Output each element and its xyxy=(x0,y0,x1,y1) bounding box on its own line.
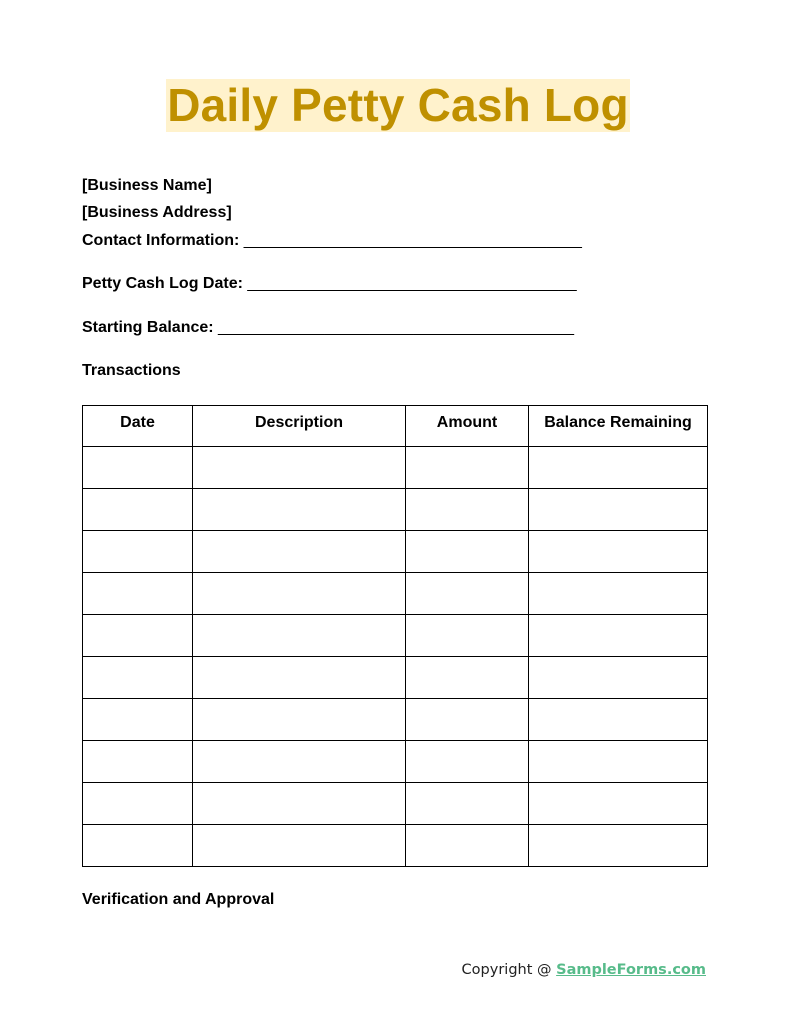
cell-amount[interactable] xyxy=(406,783,529,825)
cell-description[interactable] xyxy=(193,741,406,783)
contact-information-blank[interactable]: ______________________________________ xyxy=(243,232,582,249)
copyright-text: Copyright @ xyxy=(461,962,557,978)
table-row xyxy=(83,825,708,867)
cell-balance-remaining[interactable] xyxy=(529,447,708,489)
cell-description[interactable] xyxy=(193,657,406,699)
business-name: [Business Name] xyxy=(82,177,212,194)
column-header-balance-remaining: Balance Remaining xyxy=(529,406,708,447)
cell-balance-remaining[interactable] xyxy=(529,783,708,825)
table-row xyxy=(83,657,708,699)
cell-amount[interactable] xyxy=(406,531,529,573)
contact-information-label: Contact Information: xyxy=(82,232,240,249)
cell-amount[interactable] xyxy=(406,825,529,867)
cell-description[interactable] xyxy=(193,447,406,489)
cell-date[interactable] xyxy=(83,825,193,867)
table-row xyxy=(83,447,708,489)
cell-amount[interactable] xyxy=(406,573,529,615)
column-header-description: Description xyxy=(193,406,406,447)
cell-date[interactable] xyxy=(83,531,193,573)
contact-information-field[interactable] xyxy=(82,231,582,251)
starting-balance-field[interactable] xyxy=(82,318,574,338)
cell-amount[interactable] xyxy=(406,447,529,489)
log-date-label: Petty Cash Log Date: xyxy=(82,275,243,292)
cell-description[interactable] xyxy=(193,531,406,573)
cell-date[interactable] xyxy=(83,573,193,615)
business-address: [Business Address] xyxy=(82,204,232,221)
column-header-date: Date xyxy=(83,406,193,447)
table-row xyxy=(83,573,708,615)
table-row xyxy=(83,615,708,657)
cell-balance-remaining[interactable] xyxy=(529,741,708,783)
cell-balance-remaining[interactable] xyxy=(529,573,708,615)
cell-balance-remaining[interactable] xyxy=(529,699,708,741)
cell-description[interactable] xyxy=(193,699,406,741)
cell-date[interactable] xyxy=(83,615,193,657)
verification-heading: Verification and Approval xyxy=(82,891,275,908)
cell-description[interactable] xyxy=(193,825,406,867)
cell-amount[interactable] xyxy=(406,489,529,531)
cell-date[interactable] xyxy=(83,447,193,489)
cell-balance-remaining[interactable] xyxy=(529,489,708,531)
cell-description[interactable] xyxy=(193,573,406,615)
table-row xyxy=(83,783,708,825)
table-row xyxy=(83,489,708,531)
cell-date[interactable] xyxy=(83,489,193,531)
log-date-blank[interactable]: _____________________________________ xyxy=(247,275,577,292)
page-title: Daily Petty Cash Log xyxy=(167,79,629,131)
cell-amount[interactable] xyxy=(406,699,529,741)
starting-balance-blank[interactable]: ________________________________________ xyxy=(218,319,574,336)
cell-amount[interactable] xyxy=(406,615,529,657)
cell-balance-remaining[interactable] xyxy=(529,531,708,573)
table-row xyxy=(83,699,708,741)
cell-balance-remaining[interactable] xyxy=(529,825,708,867)
cell-description[interactable] xyxy=(193,489,406,531)
cell-date[interactable] xyxy=(83,699,193,741)
cell-balance-remaining[interactable] xyxy=(529,657,708,699)
cell-amount[interactable] xyxy=(406,657,529,699)
transactions-table xyxy=(82,405,708,867)
starting-balance-label: Starting Balance: xyxy=(82,319,214,336)
table-row xyxy=(83,741,708,783)
cell-date[interactable] xyxy=(83,657,193,699)
log-date-field[interactable] xyxy=(82,274,577,294)
table-header-row xyxy=(83,406,708,447)
sampleforms-link[interactable]: SampleForms.com xyxy=(556,962,706,978)
cell-date[interactable] xyxy=(83,741,193,783)
cell-amount[interactable] xyxy=(406,741,529,783)
cell-description[interactable] xyxy=(193,615,406,657)
copyright-footer xyxy=(462,960,706,980)
cell-balance-remaining[interactable] xyxy=(529,615,708,657)
table-row xyxy=(83,531,708,573)
transactions-heading: Transactions xyxy=(82,362,181,379)
cell-description[interactable] xyxy=(193,783,406,825)
cell-date[interactable] xyxy=(83,783,193,825)
title-container xyxy=(0,79,796,132)
column-header-amount: Amount xyxy=(406,406,529,447)
